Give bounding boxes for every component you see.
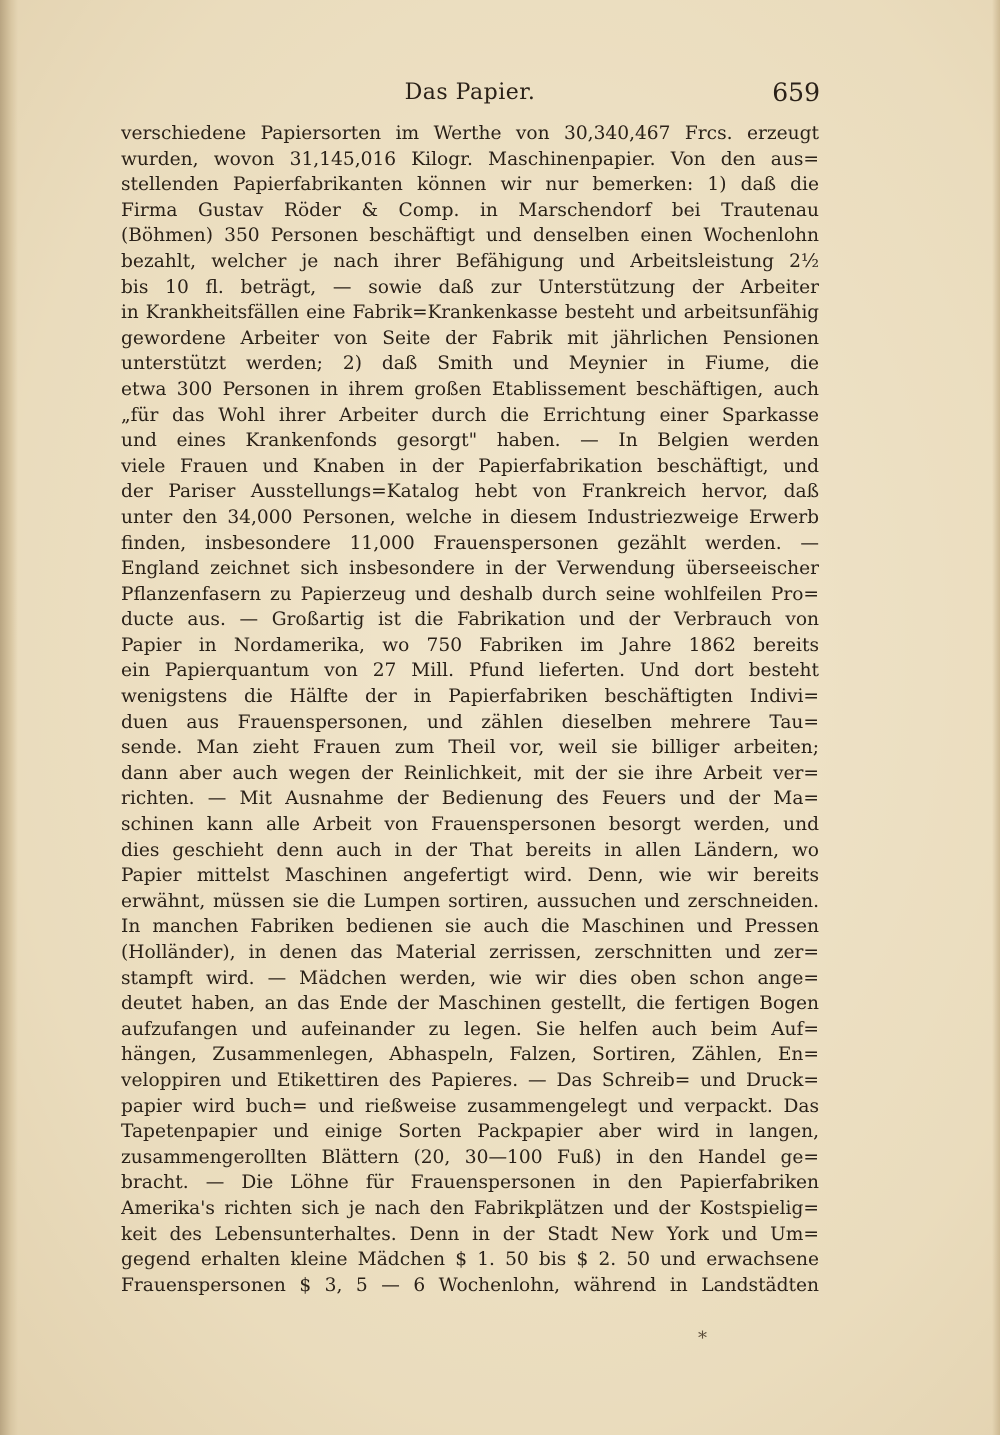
text-line: verschiedene Papiersorten im Werthe von 30,340,467 Frcs. erzeugt [121, 123, 819, 144]
text-line: Amerika's richten sich je nach den Fabrikplätzen und der Kostspielig= [121, 1197, 819, 1219]
signature-mark: * [698, 1328, 707, 1349]
text-line: der Pariser Ausstellungs=Katalog hebt von Frankreich hervor, daß [121, 481, 819, 503]
text-line: deutet haben, an das Ende der Maschinen gestellt, die fertigen Bogen [121, 993, 819, 1015]
text-line: gewordene Arbeiter von Seite der Fabrik mit jährlichen Pensionen [121, 327, 819, 349]
page-spine-shadow [0, 0, 18, 1435]
text-line: Firma Gustav Röder & Comp. in Marschendorf bei Trautenau [121, 199, 819, 221]
running-title: Das Papier. [404, 80, 536, 105]
text-line: Pflanzenfasern zu Papierzeug und deshalb durch seine wohlfeilen Pro= [121, 583, 819, 605]
page-header [120, 78, 820, 112]
page-number: 659 [772, 78, 820, 107]
text-line: ein Papierquantum von 27 Mill. Pfund lieferten. Und dort besteht [121, 660, 819, 682]
page-edge [992, 0, 1000, 1435]
text-line: dies geschieht denn auch in der That bereits in allen Ländern, wo [121, 839, 819, 861]
text-line: in Krankheitsfällen eine Fabrik=Krankenkasse besteht und arbeitsunfähig [121, 302, 819, 324]
text-line: bracht. — Die Löhne für Frauenspersonen in den Papierfabriken [121, 1172, 819, 1194]
text-line: (Holländer), in denen das Material zerrissen, zerschnitten und zer= [121, 942, 819, 963]
text-line: Papier in Nordamerika, wo 750 Fabriken im Jahre 1862 bereits [121, 634, 819, 656]
text-line: aufzufangen und aufeinander zu legen. Sie helfen auch beim Auf= [121, 1018, 819, 1040]
text-line: England zeichnet sich insbesondere in der Verwendung überseeischer [121, 558, 819, 580]
body-text [121, 121, 819, 1298]
text-line: unter den 34,000 Personen, welche in diesem Industriezweige Erwerb [121, 506, 819, 528]
text-line: dann aber auch wegen der Reinlichkeit, mit der sie ihre Arbeit ver= [121, 762, 819, 784]
text-line: bis 10 fl. beträgt, — sowie daß zur Unterstützung der Arbeiter [121, 276, 819, 298]
text-line: und eines Krankenfonds gesorgt" haben. — In Belgien werden [121, 430, 819, 452]
text-line: veloppiren und Etikettiren des Papieres. — Das Schreib= und Druck= [121, 1069, 819, 1091]
text-line: gegend erhalten kleine Mädchen $ 1. 50 bis $ 2. 50 und erwachsene [121, 1249, 819, 1271]
text-line: keit des Lebensunterhaltes. Denn in der Stadt New York und Um= [121, 1223, 819, 1245]
text-line: viele Frauen und Knaben in der Papierfabrikation beschäftigt, und [121, 455, 819, 477]
text-line: duen aus Frauenspersonen, und zählen dieselben mehrere Tau= [121, 711, 819, 733]
text-line: Papier mittelst Maschinen angefertigt wird. Denn, wie wir bereits [121, 865, 819, 887]
text-line: richten. — Mit Ausnahme der Bedienung des Feuers und der Ma= [121, 788, 819, 810]
text-line: Tapetenpapier und einige Sorten Packpapier aber wird in langen, [121, 1121, 819, 1143]
text-line: stellenden Papierfabrikanten können wir nur bemerken: 1) daß die [121, 174, 819, 196]
text-line: erwähnt, müssen sie die Lumpen sortiren, aussuchen und zerschneiden. [121, 890, 819, 912]
text-line: finden, insbesondere 11,000 Frauenspersonen gezählt werden. — [121, 532, 819, 554]
text-line: hängen, Zusammenlegen, Abhaspeln, Falzen, Sortiren, Zählen, En= [121, 1044, 819, 1066]
text-line: etwa 300 Personen in ihrem großen Etablissement beschäftigen, auch [121, 378, 819, 400]
text-line: stampft wird. — Mädchen werden, wie wir dies oben schon ange= [121, 967, 819, 989]
text-line: ducte aus. — Großartig ist die Fabrikation und der Verbrauch von [121, 609, 819, 631]
text-line: Frauenspersonen $ 3, 5 — 6 Wochenlohn, während in Landstädten [121, 1274, 819, 1296]
text-line: sende. Man zieht Frauen zum Theil vor, weil sie billiger arbeiten; [121, 737, 819, 759]
text-line: zusammengerollten Blättern (20, 30—100 Fuß) in den Handel ge= [121, 1146, 819, 1168]
text-line: unterstützt werden; 2) daß Smith und Meynier in Fiume, die [121, 353, 819, 375]
text-line: wurden, wovon 31,145,016 Kilogr. Maschinenpapier. Von den aus= [121, 148, 819, 170]
text-line: papier wird buch= und rießweise zusammengelegt und verpackt. Das [121, 1095, 819, 1117]
text-line: (Böhmen) 350 Personen beschäftigt und denselben einen Wochenlohn [121, 225, 819, 247]
text-line: bezahlt, welcher je nach ihrer Befähigung und Arbeitsleistung 2½ [121, 250, 819, 272]
text-line: In manchen Fabriken bedienen sie auch die Maschinen und Pressen [121, 916, 819, 938]
text-line: schinen kann alle Arbeit von Frauenspersonen besorgt werden, und [121, 814, 819, 836]
text-line: wenigstens die Hälfte der in Papierfabriken beschäftigten Indivi= [121, 686, 819, 708]
text-line: „für das Wohl ihrer Arbeiter durch die Errichtung einer Sparkasse [121, 404, 819, 426]
